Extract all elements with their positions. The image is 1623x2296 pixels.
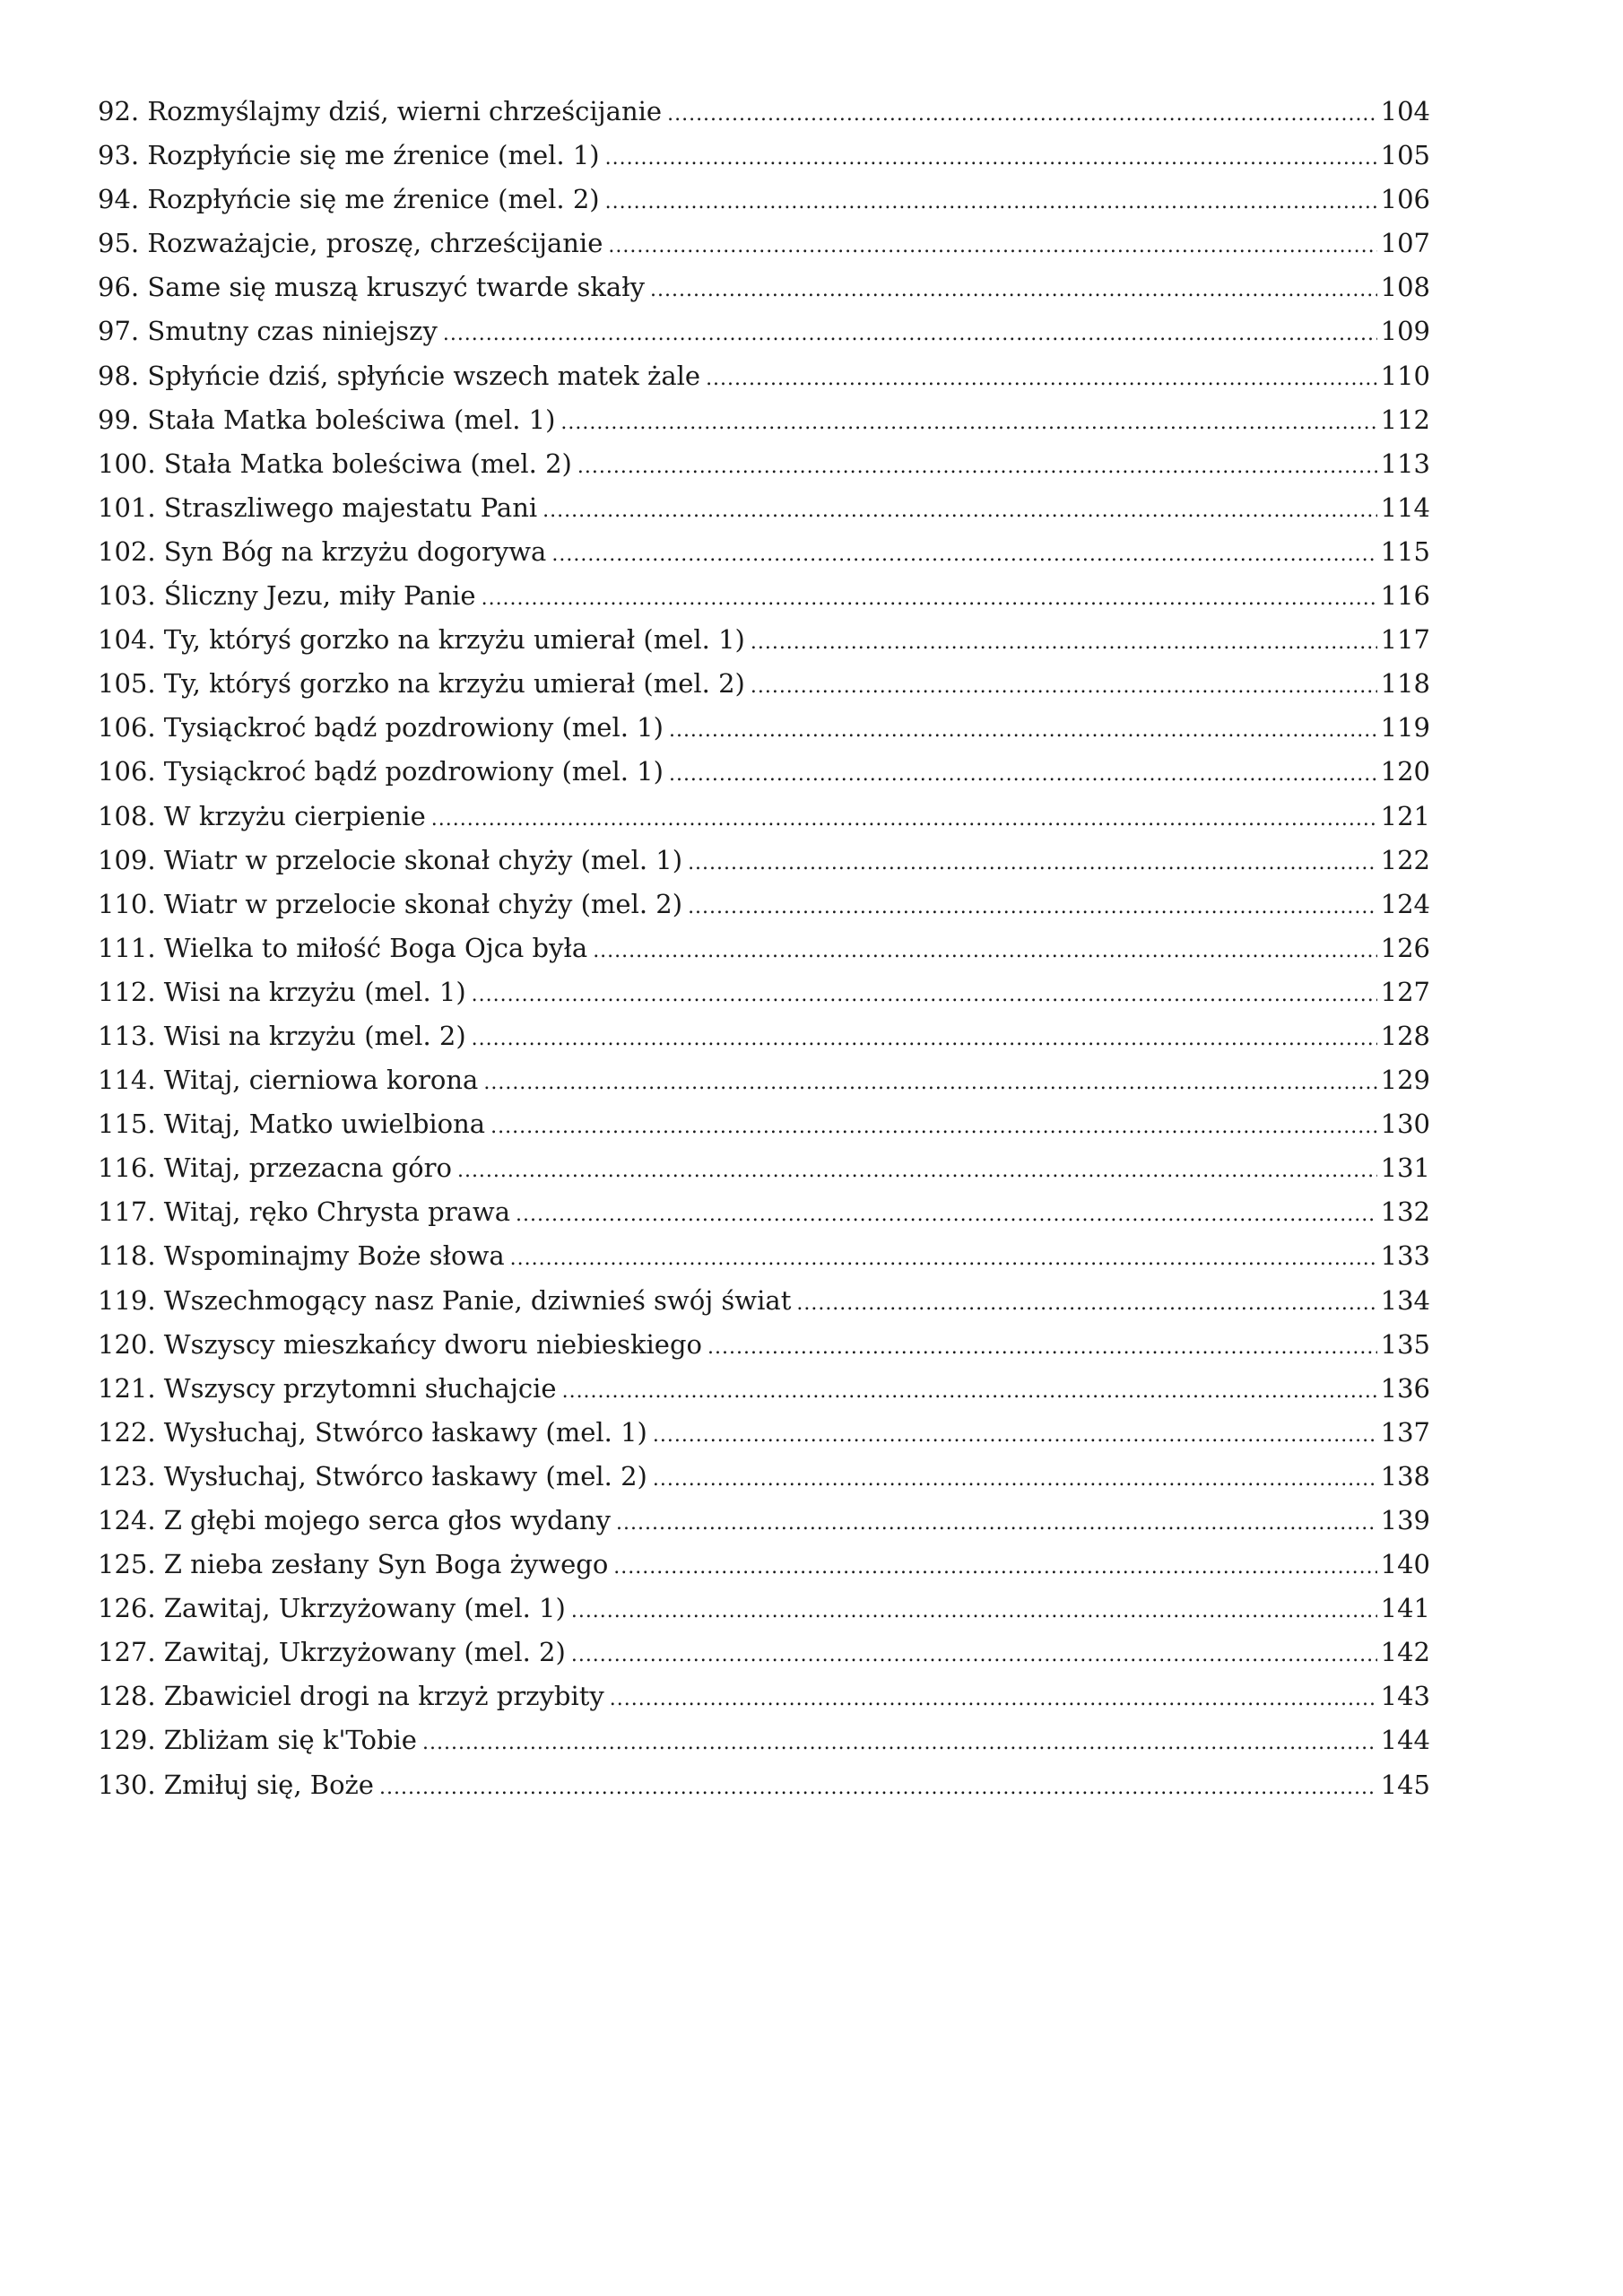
toc-entry-page-number: 107 — [1380, 228, 1430, 259]
toc-entry — [98, 662, 1430, 706]
toc-entry-page-number: 117 — [1380, 624, 1430, 656]
toc-dot-leader — [608, 224, 1376, 268]
toc-entry-page-number: 109 — [1380, 316, 1430, 347]
toc-entry-title: 94. Rozpłyńcie się me źrenice (mel. 2) — [98, 184, 600, 215]
toc-dot-leader — [571, 1633, 1377, 1677]
toc-dot-leader — [650, 268, 1377, 312]
toc-entry — [98, 1763, 1430, 1807]
toc-entry-title: 104. Ty, któryś gorzko na krzyżu umierał (mel. 1) — [98, 624, 745, 656]
toc-entry-page-number: 132 — [1380, 1196, 1430, 1228]
toc-entry-page-number: 130 — [1380, 1109, 1430, 1140]
toc-entry-page-number: 140 — [1380, 1549, 1430, 1580]
toc-dot-leader — [593, 929, 1376, 973]
toc-entry-page-number: 138 — [1380, 1460, 1430, 1492]
toc-entry-page-number: 119 — [1380, 712, 1430, 744]
toc-dot-leader — [516, 1193, 1377, 1237]
toc-entry — [98, 1102, 1430, 1146]
toc-dot-leader — [577, 445, 1377, 489]
toc-entry-title: 105. Ty, któryś gorzko na krzyżu umierał (mel. 2) — [98, 668, 745, 700]
toc-entry-page-number: 118 — [1380, 668, 1430, 700]
toc-entry — [98, 574, 1430, 618]
toc-entry-page-number: 133 — [1380, 1240, 1430, 1272]
toc-entry-page-number: 113 — [1380, 448, 1430, 479]
toc-dot-leader — [688, 841, 1377, 885]
toc-entry — [98, 839, 1430, 883]
toc-entry — [98, 265, 1430, 309]
toc-dot-leader — [605, 180, 1377, 224]
toc-dot-leader — [571, 1589, 1377, 1633]
toc-dot-leader — [751, 621, 1377, 665]
toc-entry — [98, 750, 1430, 794]
toc-dot-leader — [562, 1370, 1377, 1413]
toc-entry-page-number: 145 — [1380, 1769, 1430, 1800]
toc-entry-title: 100. Stała Matka boleściwa (mel. 2) — [98, 448, 572, 479]
toc-entry — [98, 618, 1430, 662]
toc-entry — [98, 1058, 1430, 1102]
toc-entry — [98, 1146, 1430, 1190]
toc-entry — [98, 706, 1430, 750]
toc-entry-title: 108. W krzyżu cierpienie — [98, 800, 426, 831]
toc-entry — [98, 530, 1430, 574]
toc-entry — [98, 1279, 1430, 1323]
toc-dot-leader — [510, 1237, 1377, 1281]
toc-entry-title: 123. Wysłuchaj, Stwórco łaskawy (mel. 2) — [98, 1460, 647, 1492]
toc-entry-title: 115. Witaj, Matko uwielbiona — [98, 1109, 486, 1140]
toc-entry-title: 130. Zmiłuj się, Boże — [98, 1769, 374, 1800]
toc-entry-page-number: 124 — [1380, 888, 1430, 919]
toc-dot-leader — [422, 1721, 1377, 1765]
toc-entry-title: 121. Wszyscy przytomni słuchajcie — [98, 1372, 557, 1404]
toc-dot-leader — [490, 1105, 1377, 1149]
toc-entry-title: 93. Rozpłyńcie się me źrenice (mel. 1) — [98, 140, 600, 171]
toc-entry-title: 92. Rozmyślajmy dziś, wierni chrześcijanie — [98, 96, 663, 126]
toc-entry-title: 102. Syn Bóg na krzyżu dogorywa — [98, 535, 547, 567]
toc-entry-title: 126. Zawitaj, Ukrzyżowany (mel. 1) — [98, 1593, 566, 1624]
toc-dot-leader — [482, 577, 1377, 621]
toc-entry — [98, 398, 1430, 442]
toc-dot-leader — [653, 1413, 1377, 1457]
toc-entry-title: 95. Rozważajcie, proszę, chrześcijanie — [98, 228, 603, 259]
toc-entry — [98, 1718, 1430, 1762]
toc-dot-leader — [667, 92, 1377, 136]
toc-entry-title: 122. Wysłuchaj, Stwórco łaskawy (mel. 1) — [98, 1416, 647, 1448]
toc-entry-title: 125. Z nieba zesłany Syn Boga żywego — [98, 1549, 609, 1580]
toc-dot-leader — [751, 665, 1377, 709]
toc-entry-title: 113. Wisi na krzyżu (mel. 2) — [98, 1020, 466, 1051]
toc-dot-leader — [653, 1457, 1377, 1501]
toc-entry-title: 120. Wszyscy mieszkańcy dworu niebieskiego — [98, 1328, 702, 1360]
toc-entry — [98, 134, 1430, 178]
toc-entry-page-number: 131 — [1380, 1152, 1430, 1184]
toc-entry-page-number: 141 — [1380, 1593, 1430, 1624]
toc-dot-leader — [431, 797, 1377, 841]
toc-entry-title: 118. Wspominajmy Boże słowa — [98, 1240, 505, 1272]
toc-entry — [98, 486, 1430, 530]
toc-entry — [98, 1674, 1430, 1718]
toc-entry — [98, 926, 1430, 970]
toc-entry — [98, 883, 1430, 926]
toc-entry-page-number: 121 — [1380, 800, 1430, 831]
toc-entry — [98, 222, 1430, 265]
toc-entry-title: 117. Witaj, ręko Chrysta prawa — [98, 1196, 510, 1228]
toc-entry-title: 109. Wiatr w przelocie skonał chyży (mel. 1) — [98, 844, 683, 875]
toc-entry-title: 119. Wszechmogący nasz Panie, dziwnieś swój świat — [98, 1284, 792, 1316]
toc-dot-leader — [379, 1766, 1377, 1810]
toc-entry — [98, 178, 1430, 222]
toc-entry-page-number: 142 — [1380, 1637, 1430, 1668]
toc-entry-page-number: 134 — [1380, 1284, 1430, 1316]
toc-entry-page-number: 129 — [1380, 1065, 1430, 1096]
toc-dot-leader — [443, 312, 1377, 356]
toc-dot-leader — [551, 533, 1376, 577]
toc-entry-title: 106. Tysiąckroć bądź pozdrowiony (mel. 1) — [98, 712, 664, 744]
toc-entry-page-number: 108 — [1380, 272, 1430, 303]
toc-entry-title: 124. Z głębi mojego serca głos wydany — [98, 1505, 611, 1535]
toc-entry-title: 96. Same się muszą kruszyć twarde skały — [98, 272, 645, 303]
toc-entry — [98, 795, 1430, 839]
toc-entry-title: 106. Tysiąckroć bądź pozdrowiony (mel. 1) — [98, 756, 664, 787]
toc-entry-title: 97. Smutny czas niniejszy — [98, 316, 438, 347]
toc-dot-leader — [542, 489, 1376, 533]
toc-entry-page-number: 104 — [1380, 96, 1430, 126]
toc-entry-page-number: 128 — [1380, 1020, 1430, 1051]
toc-entry — [98, 1367, 1430, 1411]
toc-dot-leader — [472, 973, 1377, 1017]
toc-entry-page-number: 136 — [1380, 1372, 1430, 1404]
toc-entry-page-number: 135 — [1380, 1328, 1430, 1360]
toc-entry — [98, 1190, 1430, 1234]
toc-entry — [98, 1543, 1430, 1587]
toc-dot-leader — [610, 1677, 1377, 1721]
toc-entry-title: 114. Witaj, cierniowa korona — [98, 1065, 479, 1096]
toc-entry-page-number: 143 — [1380, 1681, 1430, 1712]
toc-entry-page-number: 116 — [1380, 580, 1430, 612]
toc-entry — [98, 1631, 1430, 1674]
toc-entry-page-number: 114 — [1380, 491, 1430, 523]
toc-entry-page-number: 112 — [1380, 404, 1430, 435]
toc-dot-leader — [796, 1282, 1376, 1326]
toc-entry-page-number: 137 — [1380, 1416, 1430, 1448]
toc-entry-title: 128. Zbawiciel drogi na krzyż przybity — [98, 1681, 604, 1712]
toc-dot-leader — [613, 1545, 1376, 1589]
toc-entry-title: 99. Stała Matka boleściwa (mel. 1) — [98, 404, 556, 435]
toc-entry-title: 98. Spłyńcie dziś, spłyńcie wszech matek żale — [98, 360, 701, 391]
toc-entry — [98, 90, 1430, 134]
toc-dot-leader — [669, 752, 1377, 796]
toc-entry — [98, 1234, 1430, 1278]
toc-entry-title: 103. Śliczny Jezu, miły Panie — [98, 580, 476, 612]
toc-entry-page-number: 110 — [1380, 360, 1430, 391]
toc-entry-page-number: 126 — [1380, 932, 1430, 963]
toc-entry — [98, 970, 1430, 1014]
toc-entry — [98, 1411, 1430, 1455]
toc-entry-page-number: 115 — [1380, 535, 1430, 567]
toc-dot-leader — [707, 1326, 1377, 1370]
toc-entry — [98, 1014, 1430, 1058]
toc-entry-title: 129. Zbliżam się k'Tobie — [98, 1725, 417, 1756]
toc-entry — [98, 1455, 1430, 1499]
toc-entry — [98, 1499, 1430, 1543]
toc-entry-title: 111. Wielka to miłość Boga Ojca była — [98, 932, 588, 963]
toc-entry-page-number: 106 — [1380, 184, 1430, 215]
toc-dot-leader — [605, 136, 1377, 180]
toc-dot-leader — [616, 1501, 1377, 1545]
toc-entry-page-number: 127 — [1380, 976, 1430, 1007]
toc-entry-page-number: 122 — [1380, 844, 1430, 875]
toc-entry-title: 110. Wiatr w przelocie skonał chyży (mel. 2) — [98, 888, 683, 919]
toc-entry — [98, 1323, 1430, 1367]
toc-entry — [98, 354, 1430, 398]
toc-dot-leader — [472, 1017, 1377, 1061]
toc-dot-leader — [669, 709, 1377, 752]
toc-entry-title: 112. Wisi na krzyżu (mel. 1) — [98, 976, 466, 1007]
toc-entry-title: 116. Witaj, przezacna góro — [98, 1152, 452, 1184]
toc-dot-leader — [706, 357, 1377, 401]
toc-entry-title: 127. Zawitaj, Ukrzyżowany (mel. 2) — [98, 1637, 566, 1668]
toc-entry — [98, 442, 1430, 486]
toc-entry — [98, 1587, 1430, 1631]
toc-dot-leader — [688, 885, 1377, 929]
toc-entry-page-number: 144 — [1380, 1725, 1430, 1756]
toc-entry-page-number: 105 — [1380, 140, 1430, 171]
toc-dot-leader — [560, 401, 1376, 445]
toc-dot-leader — [483, 1061, 1376, 1105]
toc-entry-title: 101. Straszliwego majestatu Pani — [98, 491, 538, 523]
table-of-contents — [98, 90, 1430, 1807]
toc-entry-page-number: 139 — [1380, 1505, 1430, 1535]
toc-dot-leader — [457, 1149, 1377, 1193]
toc-entry-page-number: 120 — [1380, 756, 1430, 787]
toc-entry — [98, 309, 1430, 353]
